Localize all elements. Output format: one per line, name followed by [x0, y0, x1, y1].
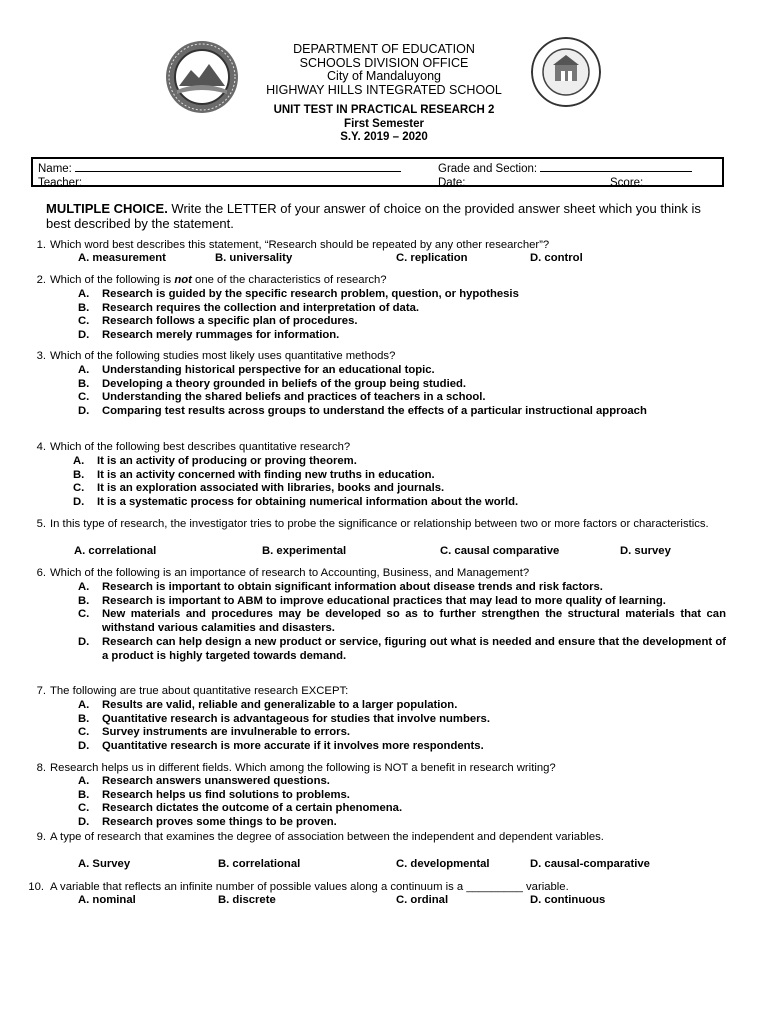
header-line-school: HIGHWAY HILLS INTEGRATED SCHOOL	[266, 82, 502, 97]
option[interactable]: A. nominal	[78, 894, 136, 906]
option[interactable]: B. Research helps us find solutions to problems.	[78, 788, 350, 801]
option[interactable]: A. Research is guided by the specific research problem, question, or hypothesis	[78, 288, 519, 300]
option[interactable]: D. Quantitative research is more accurate if it involves more respondents.	[78, 740, 484, 753]
option[interactable]: D. survey	[620, 545, 671, 557]
test-title: UNIT TEST IN PRACTICAL RESEARCH 2	[273, 104, 495, 116]
option[interactable]: B. Quantitative research is advantageous for studies that involve numbers.	[78, 712, 490, 725]
question-4-stem: 4. Which of the following best describes quantitative research?	[36, 441, 351, 453]
option[interactable]: C. Research follows a specific plan of procedures.	[78, 315, 358, 328]
question-7-stem: 7. The following are true about quantitative research EXCEPT:	[36, 685, 349, 697]
option[interactable]: C. Research dictates the outcome of a certain phenomena.	[78, 802, 403, 815]
question-2-stem: 2. Which of the following is not one of the characteristics of research?	[36, 274, 387, 286]
question-3-options	[78, 364, 726, 419]
option[interactable]: B. experimental	[262, 545, 347, 557]
question-9-stem: 9. A type of research that examines the degree of association between the independent and dependent variables.	[36, 831, 604, 843]
header-line-division: SCHOOLS DIVISION OFFICE	[299, 55, 469, 70]
score-field[interactable]: Score:	[610, 175, 703, 190]
instructions	[46, 202, 726, 231]
option[interactable]: D. control	[530, 252, 583, 264]
option[interactable]: C. replication	[396, 252, 468, 264]
question-4-options	[73, 455, 721, 510]
question-10-stem: 10. A variable that reflects an infinite number of possible values along a continuum is a _________ variable.	[28, 881, 569, 893]
school-year: S.Y. 2019 – 2020	[340, 131, 428, 143]
name-field[interactable]: Name:	[38, 161, 401, 176]
option[interactable]: B. Research is important to ABM to improve educational practices that may lead to more quality of learning.	[78, 594, 666, 607]
question-5-stem: 5. In this type of research, the investigator tries to probe the significance or relationship between two or more factors or characteristics.	[36, 518, 709, 530]
question-2-options	[78, 288, 726, 343]
option[interactable]: C. ordinal	[396, 894, 449, 906]
option[interactable]: D. Research can help design a new product or service, figuring out what is needed and ensure that the development of a product is highly targeted towards demand.	[78, 635, 726, 662]
option[interactable]: D. Comparing test results across groups to understand the effects of a particular instructional approach	[78, 405, 647, 418]
option[interactable]: A. Results are valid, reliable and generalizable to a larger population.	[78, 699, 458, 711]
instructions-text: Write the LETTER of your answer of choice on the provided answer sheet which you think is best described by the statement.	[46, 201, 701, 231]
option[interactable]: B. It is an activity concerned with finding new truths in education.	[73, 468, 435, 481]
header-line-department: DEPARTMENT OF EDUCATION	[293, 42, 475, 56]
option[interactable]: A. measurement	[78, 252, 166, 264]
question-3-stem: 3. Which of the following studies most likely uses quantitative methods?	[36, 350, 396, 362]
question-8-stem: 8. Research helps us in different fields. Which among the following is NOT a benefit in research writing?	[36, 762, 556, 774]
option[interactable]: A. Research answers unanswered questions.	[78, 775, 330, 787]
header-lines	[0, 43, 768, 97]
option[interactable]: D. Research merely rummages for information.	[78, 329, 340, 342]
option[interactable]: A. Survey	[78, 858, 131, 870]
option[interactable]: D. continuous	[530, 894, 606, 906]
question-1-options	[78, 252, 726, 266]
semester: First Semester	[344, 117, 424, 130]
option[interactable]: B. Research requires the collection and interpretation of data.	[78, 301, 420, 314]
question-1-stem: 1. Which word best describes this statement, “Research should be repeated by any other researcher”?	[36, 239, 550, 251]
option[interactable]: C. developmental	[396, 858, 490, 870]
option[interactable]: C. New materials and procedures may be developed so as to further strengthen the structural materials that can withstand various calamities and disasters.	[78, 608, 726, 635]
option[interactable]: D. It is a systematic process for obtaining numerical information about the world.	[73, 496, 519, 509]
question-6-stem: 6. Which of the following is an importance of research to Accounting, Business, and Management?	[36, 567, 530, 579]
question-6-options	[78, 581, 726, 663]
option[interactable]: C. It is an exploration associated with libraries, books and journals.	[73, 482, 445, 495]
option[interactable]: B. Developing a theory grounded in beliefs of the group being studied.	[78, 377, 467, 390]
option[interactable]: D. causal-comparative	[530, 858, 650, 870]
grade-section-field[interactable]: Grade and Section:	[438, 161, 692, 176]
option[interactable]: A. Research is important to obtain significant information about disease trends and risk factors.	[78, 581, 603, 593]
student-info-box	[31, 157, 724, 187]
date-field[interactable]: Date:	[438, 175, 592, 190]
instructions-heading: MULTIPLE CHOICE.	[46, 201, 168, 216]
document-header	[0, 0, 768, 150]
question-7-options	[78, 699, 726, 754]
option[interactable]: B. correlational	[218, 858, 301, 870]
option[interactable]: C. Understanding the shared beliefs and practices of teachers in a school.	[78, 391, 486, 404]
question-9-options	[78, 858, 726, 872]
option[interactable]: D. Research proves some things to be proven.	[78, 816, 337, 829]
option[interactable]: C. causal comparative	[440, 545, 560, 557]
option[interactable]: B. universality	[215, 252, 293, 264]
teacher-field[interactable]: Teacher:	[38, 175, 406, 190]
question-10-options	[78, 894, 726, 908]
question-8-options	[78, 775, 726, 830]
header-line-city: City of Mandaluyong	[327, 69, 441, 83]
option[interactable]: B. discrete	[218, 894, 276, 906]
question-5-options	[74, 545, 722, 559]
option[interactable]: C. Survey instruments are invulnerable to errors.	[78, 726, 350, 739]
test-title-block	[0, 104, 768, 145]
option[interactable]: A. It is an activity of producing or proving theorem.	[73, 455, 357, 467]
option[interactable]: A. Understanding historical perspective for an educational topic.	[78, 364, 435, 376]
option[interactable]: A. correlational	[74, 545, 157, 557]
